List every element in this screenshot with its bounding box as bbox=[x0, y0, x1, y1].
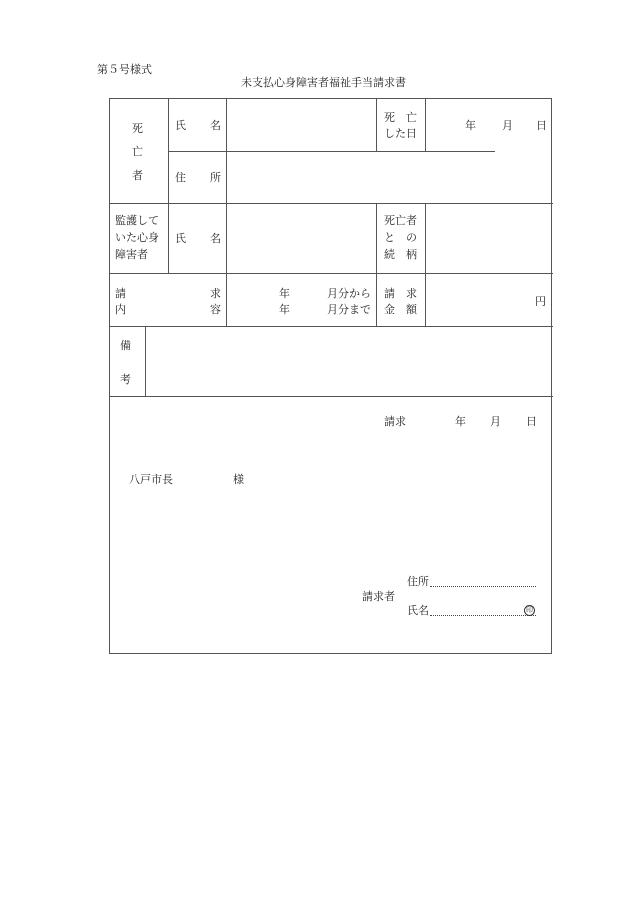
claim-to-year: 年 bbox=[279, 303, 290, 316]
guardian-name-label-2: 名 bbox=[210, 232, 221, 245]
deceased-name-field[interactable] bbox=[227, 100, 375, 150]
line-col-d bbox=[425, 99, 426, 152]
claim-date-label: 請求 bbox=[384, 415, 406, 428]
claim-to-month: 月分まで bbox=[327, 303, 371, 316]
form-number: 第５号様式 bbox=[97, 63, 152, 76]
claim-label-a1: 請 bbox=[115, 287, 126, 300]
claimant-address-line[interactable] bbox=[430, 586, 536, 587]
death-day-label: 日 bbox=[536, 119, 547, 132]
seal-mark: 印 bbox=[526, 606, 533, 614]
claim-form bbox=[109, 98, 552, 654]
death-date-label-1: 死 亡 bbox=[384, 111, 417, 124]
amount-label-line1: 請 求 bbox=[384, 287, 417, 300]
deceased-label-3: 者 bbox=[132, 169, 143, 182]
claim-date-year: 年 bbox=[455, 415, 466, 428]
deceased-address-label-1: 住 bbox=[175, 171, 186, 184]
claimant-name-label: 氏名 bbox=[407, 604, 429, 617]
death-month-label: 月 bbox=[502, 119, 513, 132]
amount-label-line2: 金 額 bbox=[384, 303, 417, 316]
guardian-name-field[interactable] bbox=[227, 204, 375, 272]
deceased-label-1: 死 bbox=[132, 122, 143, 135]
addressee-honorific: 様 bbox=[233, 473, 244, 486]
line-col-c bbox=[376, 99, 377, 152]
claim-date-month: 月 bbox=[490, 415, 501, 428]
deceased-label-2: 亡 bbox=[132, 145, 143, 158]
line-col-c2 bbox=[376, 203, 377, 326]
remarks-label-2: 考 bbox=[120, 373, 131, 386]
relation-field[interactable] bbox=[426, 204, 551, 272]
guardian-label-line3: 障害者 bbox=[115, 248, 148, 261]
claimant-label: 請求者 bbox=[362, 590, 395, 603]
claim-from-year: 年 bbox=[279, 287, 290, 300]
relation-label-line1: 死亡者 bbox=[384, 214, 417, 227]
claim-label-a2: 求 bbox=[210, 287, 221, 300]
deceased-address-field[interactable] bbox=[227, 152, 551, 202]
line-row-footer bbox=[110, 396, 553, 397]
guardian-name-label-1: 氏 bbox=[175, 232, 186, 245]
claim-label-b2: 容 bbox=[210, 303, 221, 316]
claim-date-day: 日 bbox=[526, 415, 537, 428]
form-title: 未支払心身障害者福祉手当請求書 bbox=[241, 76, 406, 89]
claimant-name-line[interactable] bbox=[430, 615, 536, 616]
relation-label-line2: と の bbox=[384, 231, 417, 244]
guardian-label-line2: いた心身 bbox=[115, 231, 159, 244]
claimant-address-label: 住所 bbox=[407, 575, 429, 588]
deceased-name-label-1: 氏 bbox=[175, 119, 186, 132]
death-date-label-2: した日 bbox=[384, 127, 417, 140]
claim-label-b1: 内 bbox=[115, 303, 126, 316]
addressee: 八戸市長 bbox=[129, 473, 173, 486]
deceased-address-label-2: 所 bbox=[210, 171, 221, 184]
claim-from-month: 月分から bbox=[327, 287, 371, 300]
remarks-label-1: 備 bbox=[120, 339, 131, 352]
line-col-a bbox=[168, 99, 169, 273]
remarks-field[interactable] bbox=[146, 327, 551, 395]
guardian-label-line1: 監護して bbox=[115, 214, 159, 227]
amount-yen: 円 bbox=[535, 295, 546, 308]
deceased-name-label-2: 名 bbox=[210, 119, 221, 132]
death-year-label: 年 bbox=[465, 119, 476, 132]
amount-field[interactable] bbox=[426, 274, 531, 325]
relation-label-line3: 続 柄 bbox=[384, 248, 417, 261]
